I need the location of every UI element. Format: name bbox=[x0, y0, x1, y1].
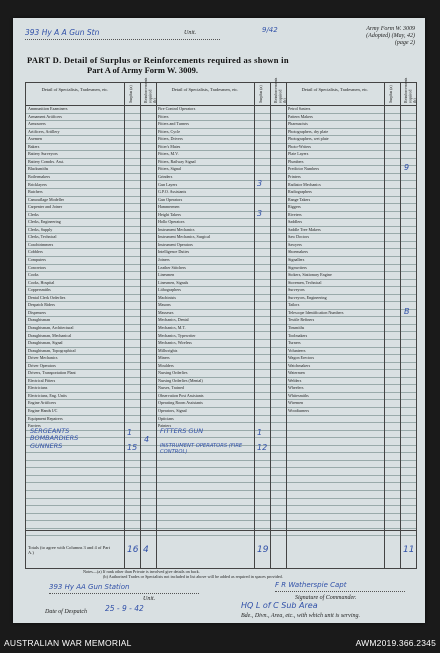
trade-cell: Machinists bbox=[158, 294, 176, 300]
trade-cell: Draughtsman, Signal bbox=[28, 340, 63, 346]
trade-cell: Draughtsman, Mechanical bbox=[28, 332, 72, 338]
trade-cell: Storemen, Technical bbox=[288, 279, 322, 285]
handwritten-surplus: 1 bbox=[127, 427, 133, 437]
form-title bbox=[27, 55, 417, 75]
totals-label: Totals (to agree with Columns 3 and 4 of Part A.) bbox=[28, 545, 111, 555]
trade-cell: Fitters bbox=[158, 113, 169, 119]
trade-cell: Electricians bbox=[28, 385, 48, 391]
trade-cell: Plumbers bbox=[288, 158, 304, 164]
total-reinforcements: 11 bbox=[403, 545, 415, 555]
trade-cell: Instrument Mechanics, Surgical bbox=[158, 234, 211, 240]
trade-cell: Saw Doctors bbox=[288, 234, 310, 240]
trade-cell: G.P.O. Assistants bbox=[158, 189, 187, 195]
column-divider bbox=[286, 83, 287, 568]
form-id-line: (page 2) bbox=[394, 40, 415, 46]
trade-cell: Drivers, Transportation Plant bbox=[28, 370, 76, 376]
footer-unit-label: Unit. bbox=[143, 596, 156, 602]
hq-label: Bde., Divn., Area, etc., with which unit is serving. bbox=[241, 613, 360, 619]
trade-cell: Mechanics, Dental bbox=[158, 317, 189, 323]
trade-cell: Whitesmiths bbox=[288, 392, 309, 398]
trade-cell: Photographers, wet plate bbox=[288, 136, 329, 142]
trade-cell: Farriers bbox=[28, 423, 41, 429]
column-divider bbox=[254, 83, 255, 568]
trade-cell: Linesmen, Signals bbox=[158, 279, 189, 285]
trade-cell: Watchmakers bbox=[288, 362, 311, 368]
header-trade: Detail of Specialists, Tradesmen, etc. bbox=[171, 87, 239, 92]
column-divider bbox=[124, 83, 125, 568]
unit-handwritten: 393 Hy A A Gun Stn bbox=[25, 28, 220, 40]
trade-cell: Nurses, Trained bbox=[158, 385, 184, 391]
trade-cell: Engine Artificers bbox=[28, 400, 57, 406]
trade-cell: Operating Room Assistants bbox=[158, 400, 203, 406]
trade-cell: Fitters, Cycle bbox=[158, 128, 181, 134]
form-id bbox=[366, 26, 415, 47]
trade-cell: Pattern Makers bbox=[288, 113, 313, 119]
trade-cell: Butchers bbox=[28, 189, 43, 195]
header-surplus: Surplus (a) bbox=[258, 85, 263, 103]
trade-cell: Fitters, Signal bbox=[158, 166, 181, 172]
trade-cell: Surveyors, Engineering bbox=[288, 294, 327, 300]
trade-cell: Photo-Writers bbox=[288, 143, 312, 149]
trade-cell: Camouflage Modeller bbox=[28, 196, 65, 202]
totals-row bbox=[26, 530, 416, 569]
trade-cell: Welders bbox=[288, 377, 302, 383]
despatch-date: 25 - 9 - 42 bbox=[105, 604, 144, 613]
handwritten-surplus: 3 bbox=[257, 178, 263, 188]
trade-cell: Fire Control Operators bbox=[158, 106, 196, 111]
trade-cell: Telescope Identification Numbers bbox=[288, 309, 344, 315]
trade-cell: Painters bbox=[158, 423, 172, 429]
trade-cell: Bakers bbox=[28, 143, 40, 149]
header-reinforcements: Reinforcements required (b) bbox=[273, 77, 287, 103]
trade-cell: Intelligence Duties bbox=[158, 249, 190, 255]
table-header bbox=[26, 77, 417, 106]
trade-cell: Draughtsman, Topographical bbox=[28, 347, 76, 353]
trade-cell: Fitters and Turners bbox=[158, 121, 189, 127]
trade-cell: Lithographers bbox=[158, 287, 181, 293]
trade-cell: Battery Comdrs. Asst. bbox=[28, 158, 65, 164]
column-divider bbox=[384, 83, 385, 568]
trade-cell: Hollo Operators bbox=[158, 219, 185, 225]
trade-cell: Miners bbox=[158, 355, 170, 361]
trade-cell: Gun Layers bbox=[158, 181, 178, 187]
trade-cell: Artificers, Artillery bbox=[28, 128, 60, 134]
trade-cell: Blacksmiths bbox=[28, 166, 49, 172]
handwritten-trade: BOMBARDIERS bbox=[30, 434, 79, 443]
trade-cell: Coppersmiths bbox=[28, 287, 51, 293]
trade-cell: Wheelers bbox=[288, 385, 304, 391]
trade-cell: Cooks bbox=[28, 272, 39, 278]
handwritten-reinforcement: 9 bbox=[404, 163, 410, 173]
trade-cell: Battery Surveyors bbox=[28, 151, 58, 157]
trade-cell: Watermen bbox=[288, 370, 305, 376]
trade-cell: Fitters, Drivers bbox=[158, 136, 183, 142]
trade-cell: Surveyors bbox=[288, 287, 305, 293]
trade-cell: Armourers bbox=[28, 121, 46, 127]
form-id-line: Army Form W. 3009 bbox=[366, 26, 415, 32]
trade-cell: Range Takers bbox=[288, 196, 311, 202]
trade-cell: Shoemakers bbox=[288, 249, 309, 255]
trade-cell: Driver Operators bbox=[28, 362, 56, 368]
trade-cell: Draughtsman, Architectural bbox=[28, 324, 74, 330]
trade-cell: Gun Operators bbox=[158, 196, 183, 202]
handwritten-reinforcement: B bbox=[404, 306, 410, 316]
column-divider bbox=[270, 83, 271, 568]
note-b: (b) Authorised Trades or Specialists not included in list above will be added as required in spaces provided. bbox=[103, 574, 283, 579]
signature-handwritten: F R Watherspie Capt bbox=[275, 581, 405, 592]
trade-cell: Computers bbox=[28, 257, 46, 262]
trade-cell: Printers bbox=[288, 173, 301, 179]
trade-cell: Masseurs bbox=[158, 309, 174, 315]
trade-cell: Instrument Operators bbox=[158, 241, 193, 247]
trade-cell: Riveters bbox=[288, 211, 302, 217]
trade-cell: Boilermakers bbox=[28, 173, 51, 179]
header-surplus: Surplus (a) bbox=[128, 85, 133, 103]
trade-cell: Wiremen bbox=[288, 400, 304, 406]
handwritten-surplus: 15 bbox=[127, 442, 138, 452]
trade-cell: Draughtsman bbox=[28, 317, 51, 323]
trade-cell: Instrument Mechanics bbox=[158, 226, 195, 232]
trade-cell: Wagon Erectors bbox=[288, 355, 315, 361]
trade-cell: Grinders bbox=[158, 173, 173, 179]
header-surplus: Surplus (a) bbox=[388, 85, 393, 103]
unit-label: Unit. bbox=[184, 30, 197, 36]
trade-cell: Sawyers bbox=[288, 241, 302, 247]
trade-cell: Despatch Riders bbox=[28, 302, 55, 308]
trade-cell: Turners bbox=[288, 340, 301, 346]
trade-cell: Fitters, M.V. bbox=[158, 151, 179, 157]
trade-cell: Observation Post Assistants bbox=[158, 392, 204, 398]
handwritten-reinforcement: 4 bbox=[144, 435, 150, 445]
handwritten-trade: INSTRUMENT OPERATORS (FIRE CONTROL) bbox=[160, 442, 243, 455]
handwritten-surplus: 12 bbox=[257, 442, 268, 452]
trade-cell: Masons bbox=[158, 302, 171, 308]
trade-cell: Linesmen bbox=[158, 272, 175, 278]
top-hand-note: 9/42 bbox=[262, 26, 278, 34]
column-divider bbox=[140, 83, 141, 568]
header-trade: Detail of Specialists, Tradesmen, etc. bbox=[301, 87, 369, 92]
trade-cell: Coachtrimmers bbox=[28, 241, 54, 247]
footer-unit-handwritten: 393 Hy AA Gun Station bbox=[49, 583, 199, 594]
trade-cell: Opticians bbox=[158, 415, 174, 421]
handwritten-surplus: 3 bbox=[257, 208, 263, 218]
total-surplus: 19 bbox=[257, 545, 269, 555]
trade-cell: Dental Clerk Orderlies bbox=[28, 294, 66, 300]
note-a: Notes—(a) If rank other than Private is involved give details on back. bbox=[83, 569, 200, 574]
trade-cell: Axemen bbox=[28, 136, 42, 142]
signature-label: Signature of Commander. bbox=[295, 595, 357, 601]
trade-cell: Photographers, dry plate bbox=[288, 128, 329, 134]
trade-cell: Armament Artificers bbox=[28, 113, 62, 119]
trade-cell: Signwriters bbox=[288, 264, 307, 270]
total-surplus: 16 bbox=[127, 545, 139, 555]
trade-cell: Tailors bbox=[288, 302, 300, 308]
trade-cell: Textile Refiners bbox=[288, 317, 315, 323]
trade-cell: Tinsmiths bbox=[288, 324, 305, 330]
header-reinforcements: Reinforcements required (b) bbox=[143, 77, 157, 103]
header-trade: Detail of Specialists, Tradesmen, etc. bbox=[41, 87, 109, 92]
trade-cell: Fitters, Railway Signal bbox=[158, 158, 196, 164]
title-line-1: PART D. Detail of Surplus or Reinforcements required as shown in bbox=[27, 55, 289, 65]
handwritten-surplus: 1 bbox=[257, 427, 263, 437]
caption-right: AWM2019.366.2345 bbox=[355, 638, 436, 648]
trade-cell: Riggers bbox=[288, 204, 301, 210]
trade-cell: Mechanics, Typewriter bbox=[158, 332, 196, 338]
trade-cell: Petrol Sasters bbox=[288, 106, 311, 111]
trade-cell: Nursing Orderlies bbox=[158, 370, 188, 376]
trade-cell: Joiners bbox=[158, 257, 170, 262]
trade-cell: Mechanics, M.T. bbox=[158, 324, 186, 330]
form-notes bbox=[83, 569, 403, 579]
trade-cell: Radiographers bbox=[288, 189, 312, 195]
handwritten-trade: SERGEANTS bbox=[30, 426, 70, 435]
trade-cell: Plate Layers bbox=[288, 151, 309, 157]
trade-cell: Woodturners bbox=[288, 408, 310, 413]
trade-cell: Ammunition Examiners bbox=[28, 106, 68, 111]
form-id-line: (Adopted) (May, 42) bbox=[366, 33, 415, 39]
handwritten-trade: GUNNERS bbox=[30, 441, 63, 450]
column-divider bbox=[156, 83, 157, 568]
hq-handwritten: HQ L of C Sub Area bbox=[241, 601, 318, 610]
trades-table bbox=[25, 77, 417, 569]
trade-cell: Concretors bbox=[28, 264, 46, 270]
trade-cell: Fitter's Mates bbox=[158, 143, 181, 149]
trade-cell: Operators, Signal bbox=[158, 408, 187, 413]
trade-cell: Volunteers bbox=[288, 347, 306, 353]
trade-cell: Leather Stitchers bbox=[158, 264, 186, 270]
trade-cell: Carpenter and Joiner bbox=[28, 204, 63, 210]
trade-cell: Clerks bbox=[28, 211, 39, 217]
trade-cell: Predictor Numbers bbox=[288, 166, 320, 172]
trade-cell: Signallers bbox=[288, 257, 305, 262]
trade-cell: Clerks, Engineering bbox=[28, 219, 61, 225]
trade-cell: Engine Hands I/C bbox=[28, 408, 58, 413]
trade-cell: Equipment Repairers bbox=[28, 415, 63, 421]
trade-cell: Saddle Tree Makers bbox=[288, 226, 321, 232]
trade-cell: Saddlers bbox=[288, 219, 303, 225]
trade-cell: Millwrights bbox=[158, 347, 178, 353]
trade-cell: Driver Mechanics bbox=[28, 355, 58, 361]
trade-cell: Moulders bbox=[158, 362, 174, 368]
total-reinforcements: 4 bbox=[143, 545, 149, 555]
trade-cell: Pharmacists bbox=[288, 121, 308, 127]
despatch-label: Date of Despatch bbox=[45, 609, 87, 615]
trade-cell: Radiator Mechanics bbox=[288, 181, 321, 187]
trade-cell: Dispensers bbox=[28, 309, 46, 315]
column-divider bbox=[400, 83, 401, 568]
form-page bbox=[13, 18, 425, 623]
trade-cell: Nursing Orderlies (Mental) bbox=[158, 377, 203, 383]
caption-left: AUSTRALIAN WAR MEMORIAL bbox=[4, 638, 132, 648]
trade-cell: Hammermen bbox=[158, 204, 180, 210]
trade-cell: Cooks, Hospital bbox=[28, 279, 55, 285]
trade-cell: Bricklayers bbox=[28, 181, 47, 187]
trade-cell: Toolmakers bbox=[288, 332, 308, 338]
trade-cell: Electrical Fitters bbox=[28, 377, 56, 383]
header-reinforcements: Reinforcements required (b) bbox=[403, 77, 417, 103]
title-line-2: Part A of Army Form W. 3009. bbox=[87, 65, 198, 75]
trade-cell: Clerks, Supply bbox=[28, 226, 53, 232]
trade-cell: Electricians, Eng. Units bbox=[28, 392, 67, 398]
trade-cell: Clerks, Technical bbox=[28, 234, 57, 240]
trade-cell: Cobblers bbox=[28, 249, 43, 255]
trade-cell: Stokers, Stationary Engine bbox=[288, 272, 332, 278]
trade-cell: Height Takers bbox=[158, 211, 181, 217]
handwritten-trade: FITTERS GUN bbox=[160, 426, 204, 435]
trade-cell: Mechanics, Wireless bbox=[158, 340, 192, 346]
